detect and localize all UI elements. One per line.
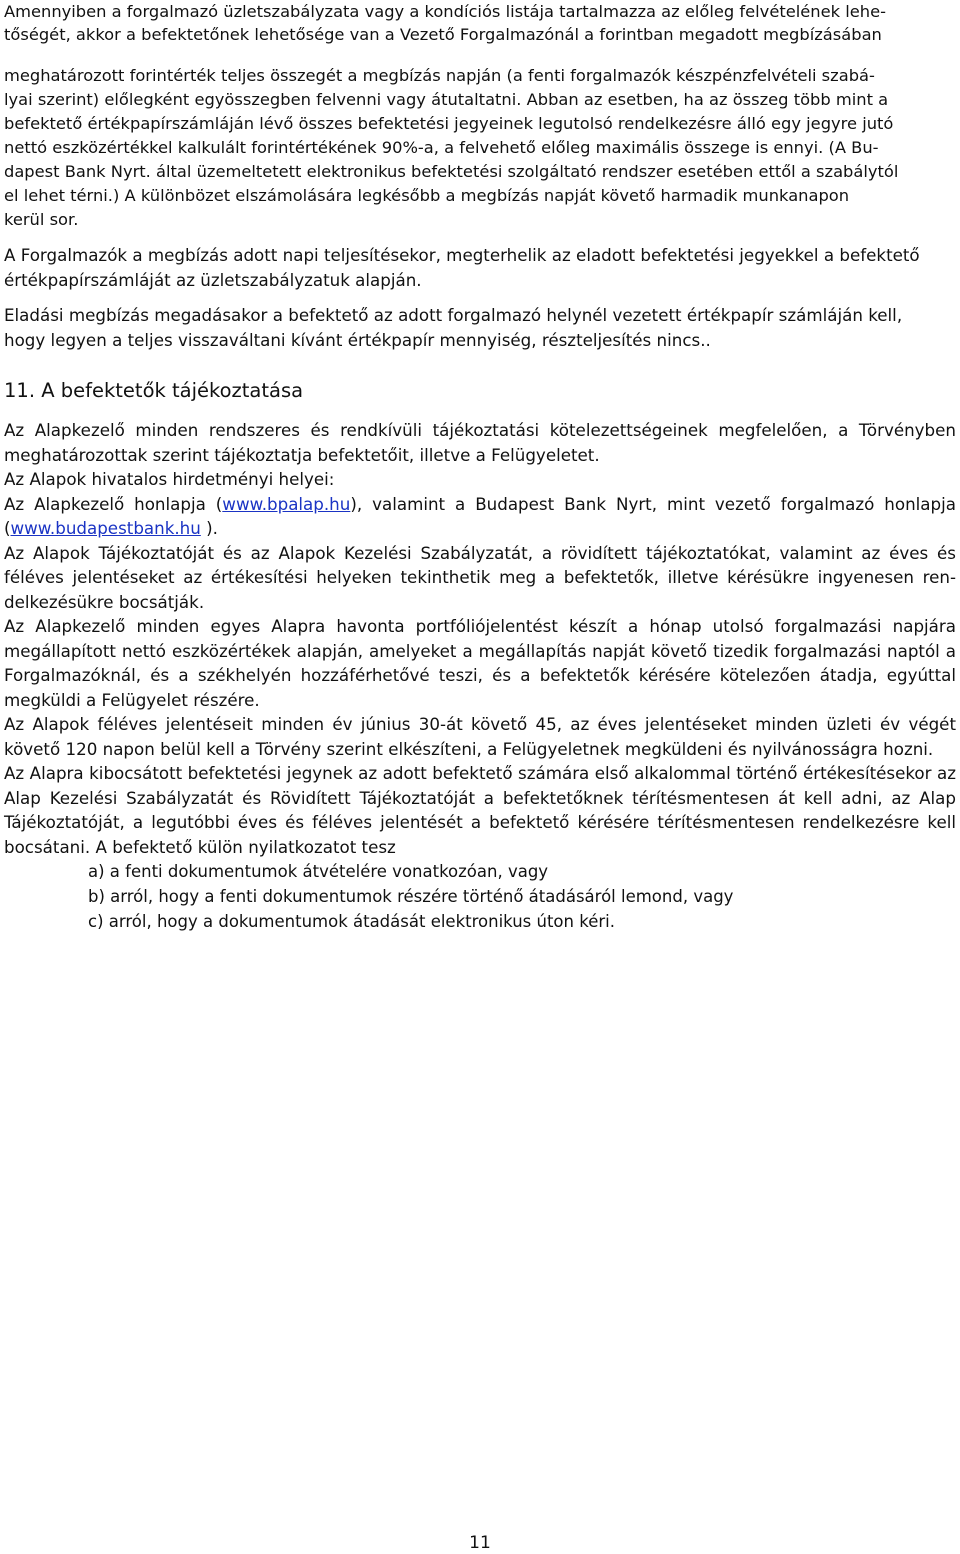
paragraph: Az Alapkezelő minden rendszeres és rendkívüli tájékoztatási kötelezettségeinek megfelelően, a Törvényben meghatározottak szerint tájékoztatja befektetőit, illetve a Felügyeletet.	[4, 420, 956, 465]
text-line: lyai szerint) előlegként egyösszegben felvenni vagy átutaltatni. Abban az esetben, ha az összeg több mint a	[4, 90, 889, 109]
list-item: b) arról, hogy a fenti dokumentumok részére történő átadásáról lemond, vagy	[88, 887, 734, 906]
text-line: Amennyiben a forgalmazó üzletszabályzata vagy a kondíciós listája tartalmazza az előleg felvételének lehe-	[4, 2, 886, 21]
paragraph-settlement	[4, 243, 956, 292]
link-bpalap[interactable]: www.bpalap.hu	[222, 493, 351, 514]
text-line: értékpapírszámláját az üzletszabályzatuk alapján.	[4, 269, 422, 290]
text-line: kerül sor.	[4, 210, 79, 229]
text-segment: ).	[200, 518, 218, 538]
paragraph-with-links	[4, 492, 956, 541]
list-item: c) arról, hogy a dokumentumok átadását elektronikus úton kéri.	[88, 912, 615, 931]
paragraph: Az Alapok féléves jelentéseit minden év június 30-át követő 45, az éves jelentéseket minden üzleti év végét követő 120 napon belül kell a Törvény szerint elkészíteni, a Felügyeletnek megküldeni és nyilvánosságra hozni.	[4, 714, 956, 759]
text-line: befektető értékpapírszámláján lévő összes befektetési jegyeinek legutolsó rendelkezésre álló egy jegyre jutó	[4, 114, 894, 133]
text-segment: ), valamint a Budapest Bank Nyrt, mint vezető forgalmazó honlapja (	[4, 493, 956, 538]
list-item: a) a fenti dokumentumok átvételére vonatkozóan, vagy	[88, 862, 549, 881]
paragraph: Az Alapok Tájékoztatóját és az Alapok Kezelési Szabályzatát, a rövidített tájékoztatókat, valamint az éves és féléves jelentéseket az értékesítési helyeken tekinthetik meg a befektetők, illetve kérésükre ingyenesen rendelkezésükre bocsátják.	[4, 542, 956, 612]
text-line: tőségét, akkor a befektetőnek lehetősége van a Vezető Forgalmazónál a forintban megadott megbízásában	[4, 25, 882, 44]
text-line: nettó eszközértékkel kalkulált forintértékének 90%-a, a felvehető előleg maximális összege is ennyi. (A Bu-	[4, 138, 879, 157]
text-line: Eladási megbízás megadásakor a befektető az adott forgalmazó helynél vezetett értékpapír számláján kell,	[4, 305, 903, 325]
paragraph-sell-order	[4, 303, 956, 352]
paragraph: Az Alapok hivatalos hirdetményi helyei:	[4, 469, 335, 489]
paragraph-advance-rules	[4, 64, 956, 232]
text-line: A Forgalmazók a megbízás adott napi teljesítésekor, megterhelik az eladott befektetési jegyekkel a befektető	[4, 245, 920, 265]
opening-paragraph	[4, 0, 956, 46]
link-budapestbank[interactable]: www.budapestbank.hu	[10, 518, 201, 538]
text-line: dapest Bank Nyrt. által üzemeltetett elektronikus befektetési szolgáltató rendszer esetében ettől a szabálytól	[4, 162, 899, 181]
section-heading: 11. A befektetők tájékoztatása	[4, 379, 304, 402]
text-segment: Az Alapkezelő honlapja (	[4, 493, 223, 514]
text-line: meghatározott forintérték teljes összegét a megbízás napján (a fenti forgalmazók készpénzfelvételi szabá-	[4, 66, 875, 85]
section-body	[4, 418, 956, 934]
paragraph: Az Alapra kibocsátott befektetési jegynek az adott befektető számára első alkalommal történő értékesítésekor az Alap Kezelési Szabályzatát és Rövidített Tájékoztatóját a befektetőknek térítésmentesen át kell adni, az Alap Tájékoztatóját, a legutóbbi éves és féléves jelentését a befektető kérésére térítésmentesen rendelkezésre kell bocsátani. A befektető külön nyilatkozatot tesz	[4, 763, 956, 857]
page-number: 11	[469, 1533, 491, 1553]
paragraph: Az Alapkezelő minden egyes Alapra havonta portfóliójelentést készít a hónap utolsó forgalmazási napjára megállapított nettó eszközértékek alapján, amelyeket a megállapítás napját követő tizedik forgalmazási naptól a Forgalmazóknál, és a székhelyén hozzáférhetővé teszi, és a befektetők kérésére kötelezően átadja, egyúttal megküldi a Felügyelet részére.	[4, 616, 956, 710]
text-line: el lehet térni.) A különbözet elszámolására legkésőbb a megbízás napját követő harmadik munkanapon	[4, 186, 850, 205]
text-line: hogy legyen a teljes visszaváltani kívánt értékpapír mennyiség, részteljesítés nincs..	[4, 329, 711, 350]
